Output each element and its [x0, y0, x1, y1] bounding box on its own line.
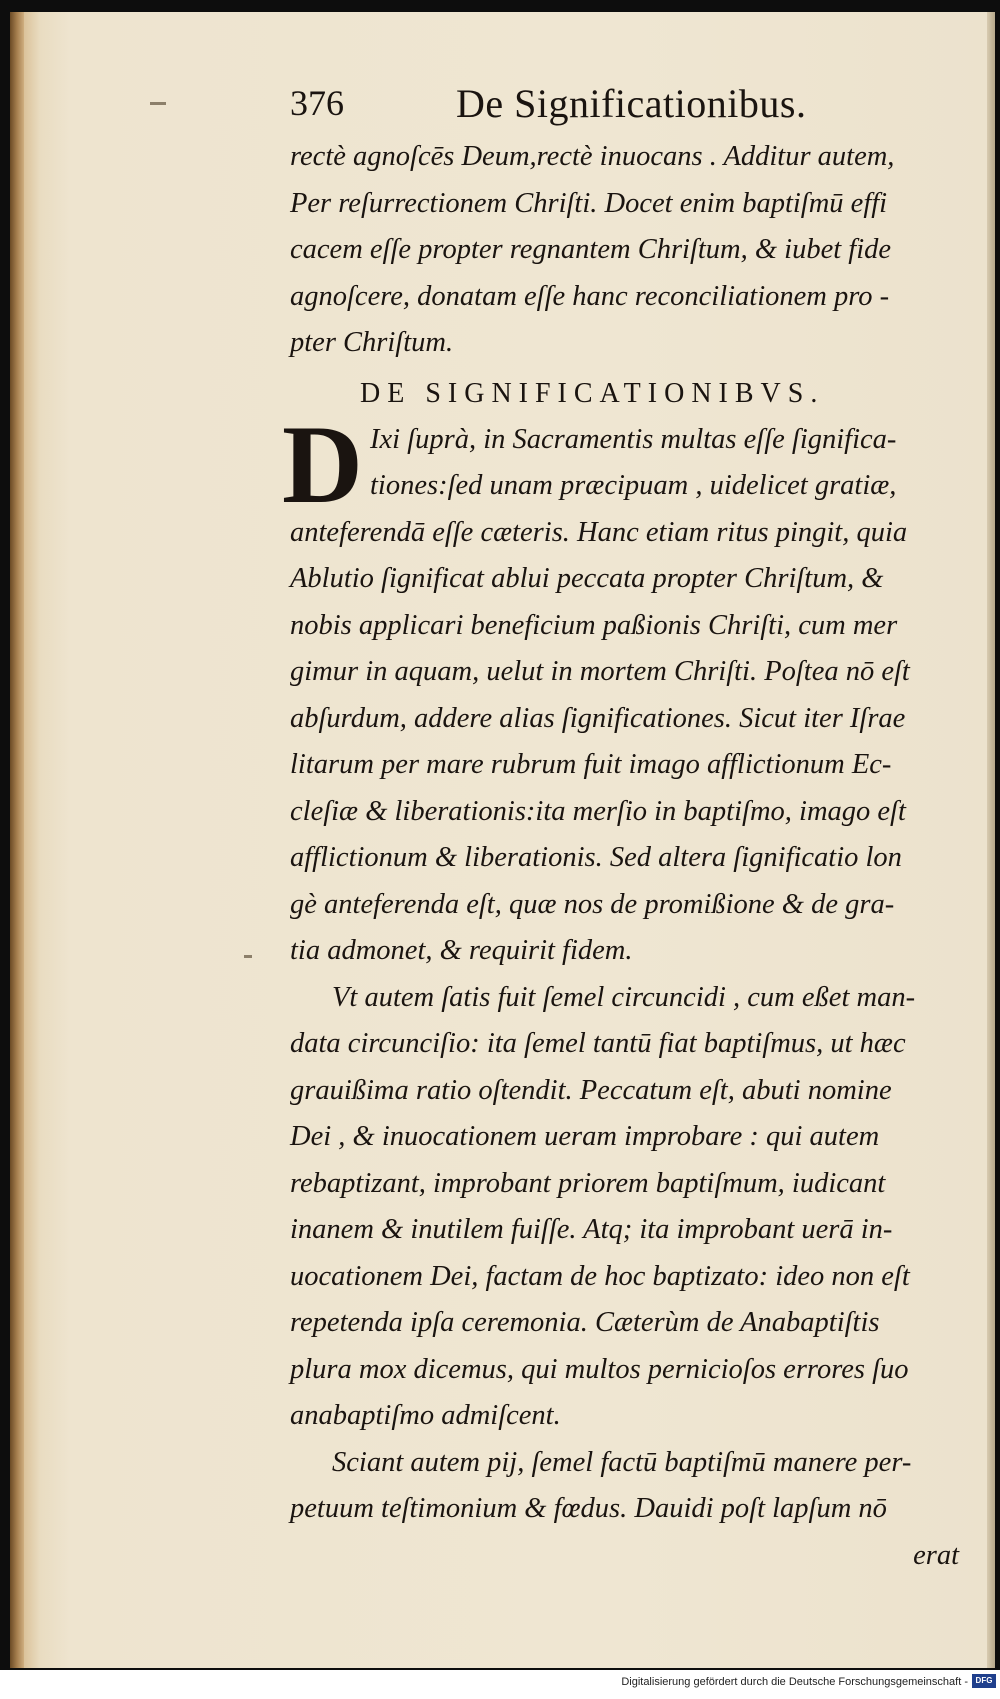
text-line: pter Chriſtum. — [290, 327, 454, 358]
text-line: rectè agnoſcēs Deum,rectè inuocans . Additur autem, — [290, 141, 895, 172]
text-line: anabaptiſmo admiſcent. — [290, 1400, 561, 1431]
margin-mark — [150, 102, 166, 105]
text-line: plura mox dicemus, qui multos pernicioſos errores ſuo — [290, 1353, 909, 1385]
section-heading: DE SIGNIFICATIONIBVS. — [360, 377, 825, 409]
text-line: grauißima ratio oſtendit. Peccatum eſt, abuti nomine — [290, 1074, 892, 1106]
text-line: tia admonet, & requirit fidem. — [290, 935, 633, 966]
text-block-top — [290, 134, 975, 367]
text-line: repetenda ipſa ceremonia. Cæterùm de Anabaptiſtis — [290, 1307, 880, 1338]
text-line: rebaptizant, improbant priorem baptiſmum, iudicant — [290, 1167, 886, 1199]
dfg-logo-icon[interactable]: DFG — [972, 1674, 996, 1688]
text-line: anteferendā eſſe cæteris. Hanc etiam ritus pingit, quia — [290, 516, 908, 548]
catchword: erat — [913, 1539, 959, 1571]
text-line: Per reſurrectionem Chriſti. Docet enim baptiſmū effi — [290, 187, 888, 219]
text-line: inanem & inutilem fuiſſe. Atq; ita improbant uerā in- — [290, 1214, 893, 1245]
digitization-credit: Digitalisierung gefördert durch die Deutsche Forschungsgemeinschaft - — [621, 1676, 968, 1688]
text-line: Ixi ſuprà, in Sacramentis multas eſſe ſignifica- — [370, 423, 897, 455]
paragraph-2 — [290, 975, 975, 1440]
text-line: litarum per mare rubrum fuit imago afflictionum Ec- — [290, 749, 892, 780]
text-line: agnoſcere, donatam eſſe hanc reconciliationem pro - — [290, 280, 890, 312]
paragraph-3 — [290, 1440, 975, 1533]
text-line: abſurdum, addere alias ſignificationes. Sicut iter Iſrae — [290, 702, 906, 734]
text-line: cleſiæ & liberationis:ita merſio in baptiſmo, imago eſt — [290, 795, 906, 827]
page-binding-edge — [10, 12, 24, 1668]
margin-mark — [244, 955, 252, 958]
text-line: gè anteferenda eſt, quæ nos de promißione & de gra- — [290, 888, 895, 920]
text-line: Sciant autem pij, ſemel factū baptiſmū manere per- — [332, 1446, 912, 1478]
page-number: 376 — [290, 83, 344, 123]
text-line: Dei , & inuocationem ueram improbare : qui autem — [290, 1121, 880, 1152]
text-line: Ablutio ſignificat ablui peccata propter Chriſtum, & — [290, 563, 884, 594]
text-line: cacem eſſe propter regnantem Chriſtum, & iubet fide — [290, 234, 892, 265]
text-line: data circunciſio: ita ſemel tantū fiat baptiſmus, ut hæc — [290, 1028, 906, 1059]
drop-cap: D — [282, 402, 363, 527]
text-line: Vt autem ſatis fuit ſemel circuncidi , cum eßet man- — [332, 981, 916, 1013]
text-line: uocationem Dei, factam de hoc baptizato: ideo non eſt — [290, 1260, 910, 1292]
text-line: gimur in aquam, uelut in mortem Chriſti. Poſtea nō eſt — [290, 656, 910, 687]
text-line: nobis applicari beneficium paßionis Chriſti, cum mer — [290, 609, 898, 641]
text-line: tiones:ſed unam præcipuam , uidelicet gratiæ, — [370, 470, 897, 501]
text-line: afflictionum & liberationis. Sed altera ſignificatio lon — [290, 842, 902, 873]
section-paragraph — [282, 402, 975, 975]
text-line: petuum teſtimonium & fœdus. Dauidi poſt lapſum nō — [290, 1493, 887, 1524]
footer-bar — [0, 1670, 1000, 1699]
running-head — [290, 78, 975, 134]
page-fore-edge — [987, 12, 995, 1668]
page-text — [282, 78, 975, 1579]
running-title: De Significationibus. — [456, 81, 807, 126]
